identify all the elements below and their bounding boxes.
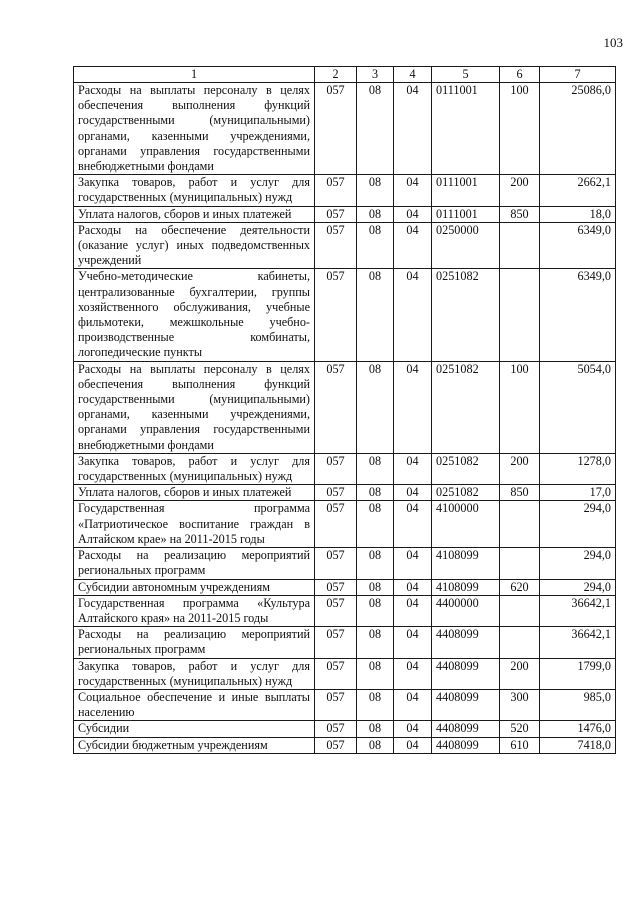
subsection-code-cell: 04 xyxy=(394,361,432,453)
department-code-cell: 057 xyxy=(315,689,357,720)
section-code-cell: 08 xyxy=(357,579,394,595)
page-number: 103 xyxy=(603,35,623,50)
expense-name-cell: Социальное обеспечение и иные выплаты населению xyxy=(74,689,315,720)
table-row xyxy=(74,83,616,175)
expense-type-cell: 300 xyxy=(500,689,540,720)
expense-name-cell: Субсидии бюджетным учреждениям xyxy=(74,737,315,753)
department-code-cell: 057 xyxy=(315,269,357,361)
expense-type-cell: 100 xyxy=(500,361,540,453)
expense-name-cell: Закупка товаров, работ и услуг для государственных (муниципальных) нужд xyxy=(74,453,315,484)
section-code-cell: 08 xyxy=(357,83,394,175)
table-row xyxy=(74,175,616,206)
section-code-cell: 08 xyxy=(357,485,394,501)
department-code-cell: 057 xyxy=(315,579,357,595)
table-row xyxy=(74,361,616,453)
section-code-cell: 08 xyxy=(357,595,394,626)
department-code-cell: 057 xyxy=(315,721,357,737)
section-code-cell: 08 xyxy=(357,627,394,658)
expense-name-cell: Уплата налогов, сборов и иных платежей xyxy=(74,206,315,222)
subsection-code-cell: 04 xyxy=(394,501,432,548)
target-article-cell: 4408099 xyxy=(432,627,500,658)
section-code-cell: 08 xyxy=(357,453,394,484)
target-article-cell: 4108099 xyxy=(432,548,500,579)
expense-type-cell: 520 xyxy=(500,721,540,737)
department-code-cell: 057 xyxy=(315,206,357,222)
department-code-cell: 057 xyxy=(315,361,357,453)
department-code-cell: 057 xyxy=(315,737,357,753)
department-code-cell: 057 xyxy=(315,627,357,658)
amount-cell: 1799,0 xyxy=(540,658,616,689)
target-article-cell: 4408099 xyxy=(432,689,500,720)
table-row xyxy=(74,269,616,361)
target-article-cell: 4400000 xyxy=(432,595,500,626)
target-article-cell: 4408099 xyxy=(432,737,500,753)
table-row xyxy=(74,721,616,737)
amount-cell: 5054,0 xyxy=(540,361,616,453)
amount-cell: 1278,0 xyxy=(540,453,616,484)
expense-type-cell: 200 xyxy=(500,453,540,484)
table-row xyxy=(74,548,616,579)
expense-type-cell: 850 xyxy=(500,206,540,222)
table-row xyxy=(74,206,616,222)
expense-name-cell: Государственная программа «Культура Алтайского края» на 2011-2015 годы xyxy=(74,595,315,626)
column-number: 2 xyxy=(315,67,357,83)
target-article-cell: 0111001 xyxy=(432,83,500,175)
amount-cell: 7418,0 xyxy=(540,737,616,753)
column-number-row xyxy=(74,67,616,83)
expense-type-cell: 200 xyxy=(500,658,540,689)
department-code-cell: 057 xyxy=(315,501,357,548)
amount-cell: 36642,1 xyxy=(540,595,616,626)
table-row xyxy=(74,501,616,548)
section-code-cell: 08 xyxy=(357,222,394,269)
expense-name-cell: Расходы на реализацию мероприятий региональных программ xyxy=(74,627,315,658)
target-article-cell: 4408099 xyxy=(432,721,500,737)
amount-cell: 18,0 xyxy=(540,206,616,222)
subsection-code-cell: 04 xyxy=(394,579,432,595)
target-article-cell: 0250000 xyxy=(432,222,500,269)
table-row xyxy=(74,485,616,501)
amount-cell: 294,0 xyxy=(540,548,616,579)
section-code-cell: 08 xyxy=(357,175,394,206)
amount-cell: 985,0 xyxy=(540,689,616,720)
expense-type-cell: 610 xyxy=(500,737,540,753)
amount-cell: 6349,0 xyxy=(540,222,616,269)
amount-cell: 2662,1 xyxy=(540,175,616,206)
expense-name-cell: Расходы на выплаты персоналу в целях обеспечения выполнения функций государственными (муниципальными) органами, казенными учреждениями, органами управления государственными внебюджетными фондами xyxy=(74,361,315,453)
target-article-cell: 0251082 xyxy=(432,361,500,453)
target-article-cell: 0251082 xyxy=(432,485,500,501)
table-row xyxy=(74,579,616,595)
column-number: 3 xyxy=(357,67,394,83)
subsection-code-cell: 04 xyxy=(394,721,432,737)
section-code-cell: 08 xyxy=(357,737,394,753)
section-code-cell: 08 xyxy=(357,689,394,720)
amount-cell: 294,0 xyxy=(540,501,616,548)
subsection-code-cell: 04 xyxy=(394,595,432,626)
expense-name-cell: Учебно-методические кабинеты, централизованные бухгалтерии, группы хозяйственного обслуживания, учебные фильмотеки, межшкольные учебно-производственные комбинаты, логопедические пункты xyxy=(74,269,315,361)
table-row xyxy=(74,222,616,269)
table-row xyxy=(74,627,616,658)
section-code-cell: 08 xyxy=(357,269,394,361)
department-code-cell: 057 xyxy=(315,485,357,501)
expense-type-cell xyxy=(500,595,540,626)
expense-name-cell: Закупка товаров, работ и услуг для государственных (муниципальных) нужд xyxy=(74,658,315,689)
table-row xyxy=(74,658,616,689)
table-row xyxy=(74,453,616,484)
expense-type-cell xyxy=(500,269,540,361)
section-code-cell: 08 xyxy=(357,548,394,579)
section-code-cell: 08 xyxy=(357,501,394,548)
table-row xyxy=(74,737,616,753)
department-code-cell: 057 xyxy=(315,548,357,579)
subsection-code-cell: 04 xyxy=(394,269,432,361)
expense-name-cell: Расходы на выплаты персоналу в целях обеспечения выполнения функций государственными (муниципальными) органами, казенными учреждениями, органами управления государственными внебюджетными фондами xyxy=(74,83,315,175)
subsection-code-cell: 04 xyxy=(394,453,432,484)
department-code-cell: 057 xyxy=(315,175,357,206)
amount-cell: 6349,0 xyxy=(540,269,616,361)
expense-name-cell: Расходы на реализацию мероприятий региональных программ xyxy=(74,548,315,579)
amount-cell: 25086,0 xyxy=(540,83,616,175)
section-code-cell: 08 xyxy=(357,361,394,453)
section-code-cell: 08 xyxy=(357,658,394,689)
department-code-cell: 057 xyxy=(315,222,357,269)
table-row xyxy=(74,689,616,720)
target-article-cell: 0251082 xyxy=(432,269,500,361)
expense-type-cell: 620 xyxy=(500,579,540,595)
budget-table xyxy=(73,66,616,754)
section-code-cell: 08 xyxy=(357,206,394,222)
column-number: 5 xyxy=(432,67,500,83)
department-code-cell: 057 xyxy=(315,453,357,484)
section-code-cell: 08 xyxy=(357,721,394,737)
column-number: 1 xyxy=(74,67,315,83)
target-article-cell: 4108099 xyxy=(432,579,500,595)
amount-cell: 17,0 xyxy=(540,485,616,501)
subsection-code-cell: 04 xyxy=(394,485,432,501)
subsection-code-cell: 04 xyxy=(394,689,432,720)
budget-table-body xyxy=(74,83,616,754)
amount-cell: 36642,1 xyxy=(540,627,616,658)
column-number: 4 xyxy=(394,67,432,83)
department-code-cell: 057 xyxy=(315,595,357,626)
column-number: 7 xyxy=(540,67,616,83)
subsection-code-cell: 04 xyxy=(394,658,432,689)
subsection-code-cell: 04 xyxy=(394,222,432,269)
subsection-code-cell: 04 xyxy=(394,175,432,206)
expense-type-cell xyxy=(500,548,540,579)
expense-name-cell: Расходы на обеспечение деятельности (оказание услуг) иных подведомственных учреждений xyxy=(74,222,315,269)
expense-name-cell: Государственная программа «Патриотическое воспитание граждан в Алтайском крае» на 2011-2015 годы xyxy=(74,501,315,548)
subsection-code-cell: 04 xyxy=(394,548,432,579)
amount-cell: 1476,0 xyxy=(540,721,616,737)
amount-cell: 294,0 xyxy=(540,579,616,595)
expense-name-cell: Субсидии xyxy=(74,721,315,737)
subsection-code-cell: 04 xyxy=(394,83,432,175)
expense-type-cell xyxy=(500,222,540,269)
department-code-cell: 057 xyxy=(315,83,357,175)
subsection-code-cell: 04 xyxy=(394,206,432,222)
expense-type-cell xyxy=(500,501,540,548)
expense-name-cell: Субсидии автономным учреждениям xyxy=(74,579,315,595)
target-article-cell: 4100000 xyxy=(432,501,500,548)
target-article-cell: 0111001 xyxy=(432,175,500,206)
expense-name-cell: Уплата налогов, сборов и иных платежей xyxy=(74,485,315,501)
expense-type-cell: 200 xyxy=(500,175,540,206)
target-article-cell: 4408099 xyxy=(432,658,500,689)
expense-type-cell: 850 xyxy=(500,485,540,501)
subsection-code-cell: 04 xyxy=(394,627,432,658)
expense-name-cell: Закупка товаров, работ и услуг для государственных (муниципальных) нужд xyxy=(74,175,315,206)
table-row xyxy=(74,595,616,626)
column-number: 6 xyxy=(500,67,540,83)
subsection-code-cell: 04 xyxy=(394,737,432,753)
expense-type-cell xyxy=(500,627,540,658)
target-article-cell: 0111001 xyxy=(432,206,500,222)
department-code-cell: 057 xyxy=(315,658,357,689)
target-article-cell: 0251082 xyxy=(432,453,500,484)
expense-type-cell: 100 xyxy=(500,83,540,175)
